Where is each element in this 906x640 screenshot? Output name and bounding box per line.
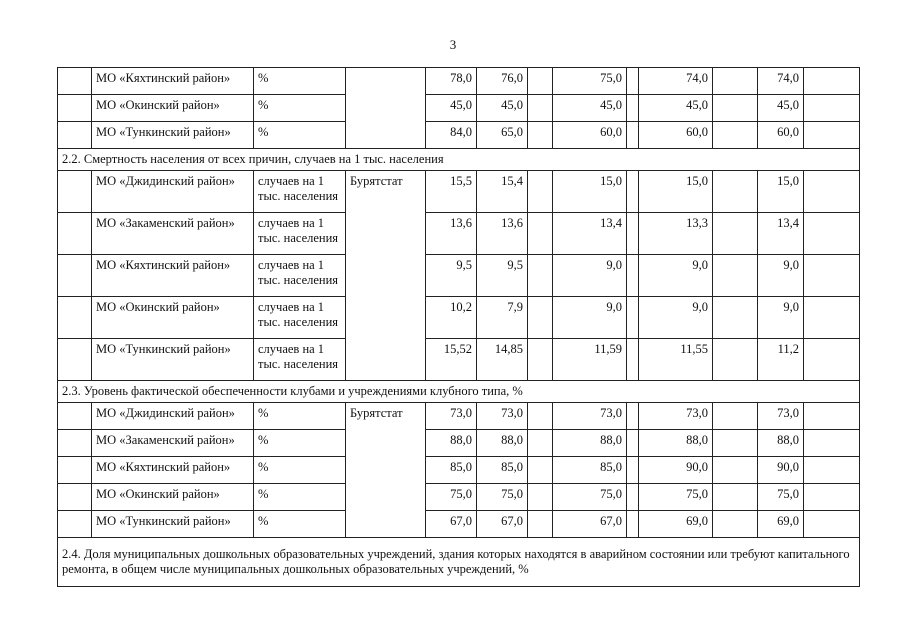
table-row	[58, 339, 860, 381]
blank-cell	[713, 484, 758, 511]
value-cell: 45,0	[758, 95, 804, 122]
value-cell: 69,0	[758, 511, 804, 538]
blank-cell	[627, 122, 639, 149]
table-row	[58, 511, 860, 538]
source-cell	[346, 68, 426, 149]
municipality-name: МО «Тункинский район»	[92, 511, 254, 538]
value-cell: 14,85	[477, 339, 528, 381]
blank-cell	[804, 122, 860, 149]
blank-cell	[58, 95, 92, 122]
value-cell: 75,0	[553, 68, 627, 95]
source-cell: Бурятстат	[346, 171, 426, 381]
blank-cell	[804, 511, 860, 538]
blank-cell	[58, 403, 92, 430]
value-cell: 85,0	[426, 457, 477, 484]
blank-cell	[58, 255, 92, 297]
blank-cell	[627, 95, 639, 122]
blank-cell	[58, 484, 92, 511]
value-cell: 13,6	[426, 213, 477, 255]
blank-cell	[713, 255, 758, 297]
blank-cell	[528, 213, 553, 255]
blank-cell	[528, 457, 553, 484]
value-cell: 13,4	[553, 213, 627, 255]
unit-cell: %	[254, 68, 346, 95]
value-cell: 15,52	[426, 339, 477, 381]
page-number: 3	[449, 37, 457, 52]
blank-cell	[713, 430, 758, 457]
value-cell: 11,59	[553, 339, 627, 381]
blank-cell	[713, 511, 758, 538]
blank-cell	[804, 297, 860, 339]
value-cell: 75,0	[553, 484, 627, 511]
value-cell: 75,0	[426, 484, 477, 511]
municipality-name: МО «Окинский район»	[92, 95, 254, 122]
value-cell: 84,0	[426, 122, 477, 149]
table-row	[58, 430, 860, 457]
blank-cell	[528, 95, 553, 122]
value-cell: 75,0	[758, 484, 804, 511]
value-cell: 10,2	[426, 297, 477, 339]
section-heading: 2.2. Смертность населения от всех причин, случаев на 1 тыс. населения	[58, 149, 860, 171]
municipality-name: МО «Джидинский район»	[92, 403, 254, 430]
value-cell: 90,0	[639, 457, 713, 484]
source-cell: Бурятстат	[346, 403, 426, 538]
value-cell: 9,5	[477, 255, 528, 297]
unit-cell: случаев на 1 тыс. населения	[254, 255, 346, 297]
value-cell: 73,0	[426, 403, 477, 430]
blank-cell	[627, 171, 639, 213]
value-cell: 60,0	[639, 122, 713, 149]
value-cell: 15,0	[639, 171, 713, 213]
value-cell: 74,0	[639, 68, 713, 95]
unit-cell: %	[254, 122, 346, 149]
blank-cell	[58, 339, 92, 381]
section-heading: 2.4. Доля муниципальных дошкольных образовательных учреждений, здания которых находятся в аварийном состоянии или требуют капитального ремонта, в общем числе муниципальных дошкольных образовательных учреждений, %	[58, 538, 860, 587]
indicators-table	[57, 67, 860, 587]
value-cell: 13,6	[477, 213, 528, 255]
value-cell: 7,9	[477, 297, 528, 339]
value-cell: 60,0	[758, 122, 804, 149]
unit-cell: случаев на 1 тыс. населения	[254, 297, 346, 339]
blank-cell	[528, 122, 553, 149]
table-row	[58, 255, 860, 297]
value-cell: 78,0	[426, 68, 477, 95]
value-cell: 88,0	[426, 430, 477, 457]
blank-cell	[528, 339, 553, 381]
value-cell: 9,0	[639, 297, 713, 339]
table-row	[58, 403, 860, 430]
blank-cell	[804, 95, 860, 122]
blank-cell	[627, 511, 639, 538]
unit-cell: случаев на 1 тыс. населения	[254, 213, 346, 255]
section-row	[58, 149, 860, 171]
blank-cell	[713, 122, 758, 149]
blank-cell	[713, 95, 758, 122]
value-cell: 75,0	[477, 484, 528, 511]
blank-cell	[804, 68, 860, 95]
blank-cell	[804, 403, 860, 430]
value-cell: 85,0	[477, 457, 528, 484]
value-cell: 88,0	[758, 430, 804, 457]
blank-cell	[627, 403, 639, 430]
blank-cell	[804, 171, 860, 213]
blank-cell	[58, 297, 92, 339]
municipality-name: МО «Кяхтинский район»	[92, 255, 254, 297]
unit-cell: %	[254, 457, 346, 484]
municipality-name: МО «Окинский район»	[92, 297, 254, 339]
value-cell: 67,0	[426, 511, 477, 538]
blank-cell	[528, 171, 553, 213]
section-heading: 2.3. Уровень фактической обеспеченности клубами и учреждениями клубного типа, %	[58, 381, 860, 403]
value-cell: 15,0	[758, 171, 804, 213]
value-cell: 45,0	[426, 95, 477, 122]
blank-cell	[627, 297, 639, 339]
blank-cell	[804, 430, 860, 457]
blank-cell	[627, 430, 639, 457]
table-row	[58, 122, 860, 149]
municipality-name: МО «Кяхтинский район»	[92, 68, 254, 95]
blank-cell	[58, 68, 92, 95]
value-cell: 67,0	[477, 511, 528, 538]
value-cell: 9,0	[758, 297, 804, 339]
blank-cell	[713, 213, 758, 255]
value-cell: 67,0	[553, 511, 627, 538]
blank-cell	[804, 484, 860, 511]
blank-cell	[713, 171, 758, 213]
municipality-name: МО «Тункинский район»	[92, 339, 254, 381]
blank-cell	[58, 430, 92, 457]
unit-cell: случаев на 1 тыс. населения	[254, 171, 346, 213]
table-row	[58, 213, 860, 255]
blank-cell	[804, 457, 860, 484]
municipality-name: МО «Кяхтинский район»	[92, 457, 254, 484]
value-cell: 73,0	[477, 403, 528, 430]
unit-cell: случаев на 1 тыс. населения	[254, 339, 346, 381]
unit-cell: %	[254, 484, 346, 511]
value-cell: 13,4	[758, 213, 804, 255]
value-cell: 9,5	[426, 255, 477, 297]
value-cell: 45,0	[639, 95, 713, 122]
value-cell: 9,0	[758, 255, 804, 297]
unit-cell: %	[254, 430, 346, 457]
blank-cell	[804, 255, 860, 297]
value-cell: 9,0	[553, 255, 627, 297]
blank-cell	[58, 171, 92, 213]
blank-cell	[528, 511, 553, 538]
blank-cell	[627, 68, 639, 95]
table-row	[58, 457, 860, 484]
blank-cell	[528, 68, 553, 95]
value-cell: 88,0	[639, 430, 713, 457]
municipality-name: МО «Закаменский район»	[92, 430, 254, 457]
value-cell: 74,0	[758, 68, 804, 95]
blank-cell	[58, 457, 92, 484]
value-cell: 15,5	[426, 171, 477, 213]
value-cell: 90,0	[758, 457, 804, 484]
value-cell: 65,0	[477, 122, 528, 149]
blank-cell	[528, 430, 553, 457]
municipality-name: МО «Тункинский район»	[92, 122, 254, 149]
blank-cell	[528, 297, 553, 339]
table-row	[58, 171, 860, 213]
blank-cell	[627, 213, 639, 255]
value-cell: 73,0	[553, 403, 627, 430]
blank-cell	[627, 484, 639, 511]
value-cell: 9,0	[639, 255, 713, 297]
unit-cell: %	[254, 95, 346, 122]
value-cell: 85,0	[553, 457, 627, 484]
value-cell: 76,0	[477, 68, 528, 95]
blank-cell	[627, 255, 639, 297]
blank-cell	[528, 484, 553, 511]
blank-cell	[528, 403, 553, 430]
value-cell: 15,4	[477, 171, 528, 213]
municipality-name: МО «Джидинский район»	[92, 171, 254, 213]
blank-cell	[528, 255, 553, 297]
value-cell: 73,0	[758, 403, 804, 430]
blank-cell	[804, 339, 860, 381]
blank-cell	[713, 297, 758, 339]
blank-cell	[804, 213, 860, 255]
value-cell: 69,0	[639, 511, 713, 538]
value-cell: 88,0	[477, 430, 528, 457]
blank-cell	[58, 122, 92, 149]
table-row	[58, 297, 860, 339]
blank-cell	[713, 403, 758, 430]
blank-cell	[58, 511, 92, 538]
value-cell: 13,3	[639, 213, 713, 255]
value-cell: 60,0	[553, 122, 627, 149]
blank-cell	[713, 339, 758, 381]
blank-cell	[713, 68, 758, 95]
value-cell: 45,0	[553, 95, 627, 122]
blank-cell	[713, 457, 758, 484]
value-cell: 45,0	[477, 95, 528, 122]
table-row	[58, 68, 860, 95]
value-cell: 75,0	[639, 484, 713, 511]
table-row	[58, 95, 860, 122]
section-row	[58, 381, 860, 403]
blank-cell	[627, 339, 639, 381]
blank-cell	[58, 213, 92, 255]
unit-cell: %	[254, 511, 346, 538]
value-cell: 88,0	[553, 430, 627, 457]
blank-cell	[627, 457, 639, 484]
value-cell: 11,55	[639, 339, 713, 381]
unit-cell: %	[254, 403, 346, 430]
value-cell: 11,2	[758, 339, 804, 381]
value-cell: 15,0	[553, 171, 627, 213]
section-row	[58, 538, 860, 587]
municipality-name: МО «Окинский район»	[92, 484, 254, 511]
value-cell: 9,0	[553, 297, 627, 339]
value-cell: 73,0	[639, 403, 713, 430]
municipality-name: МО «Закаменский район»	[92, 213, 254, 255]
table-row	[58, 484, 860, 511]
